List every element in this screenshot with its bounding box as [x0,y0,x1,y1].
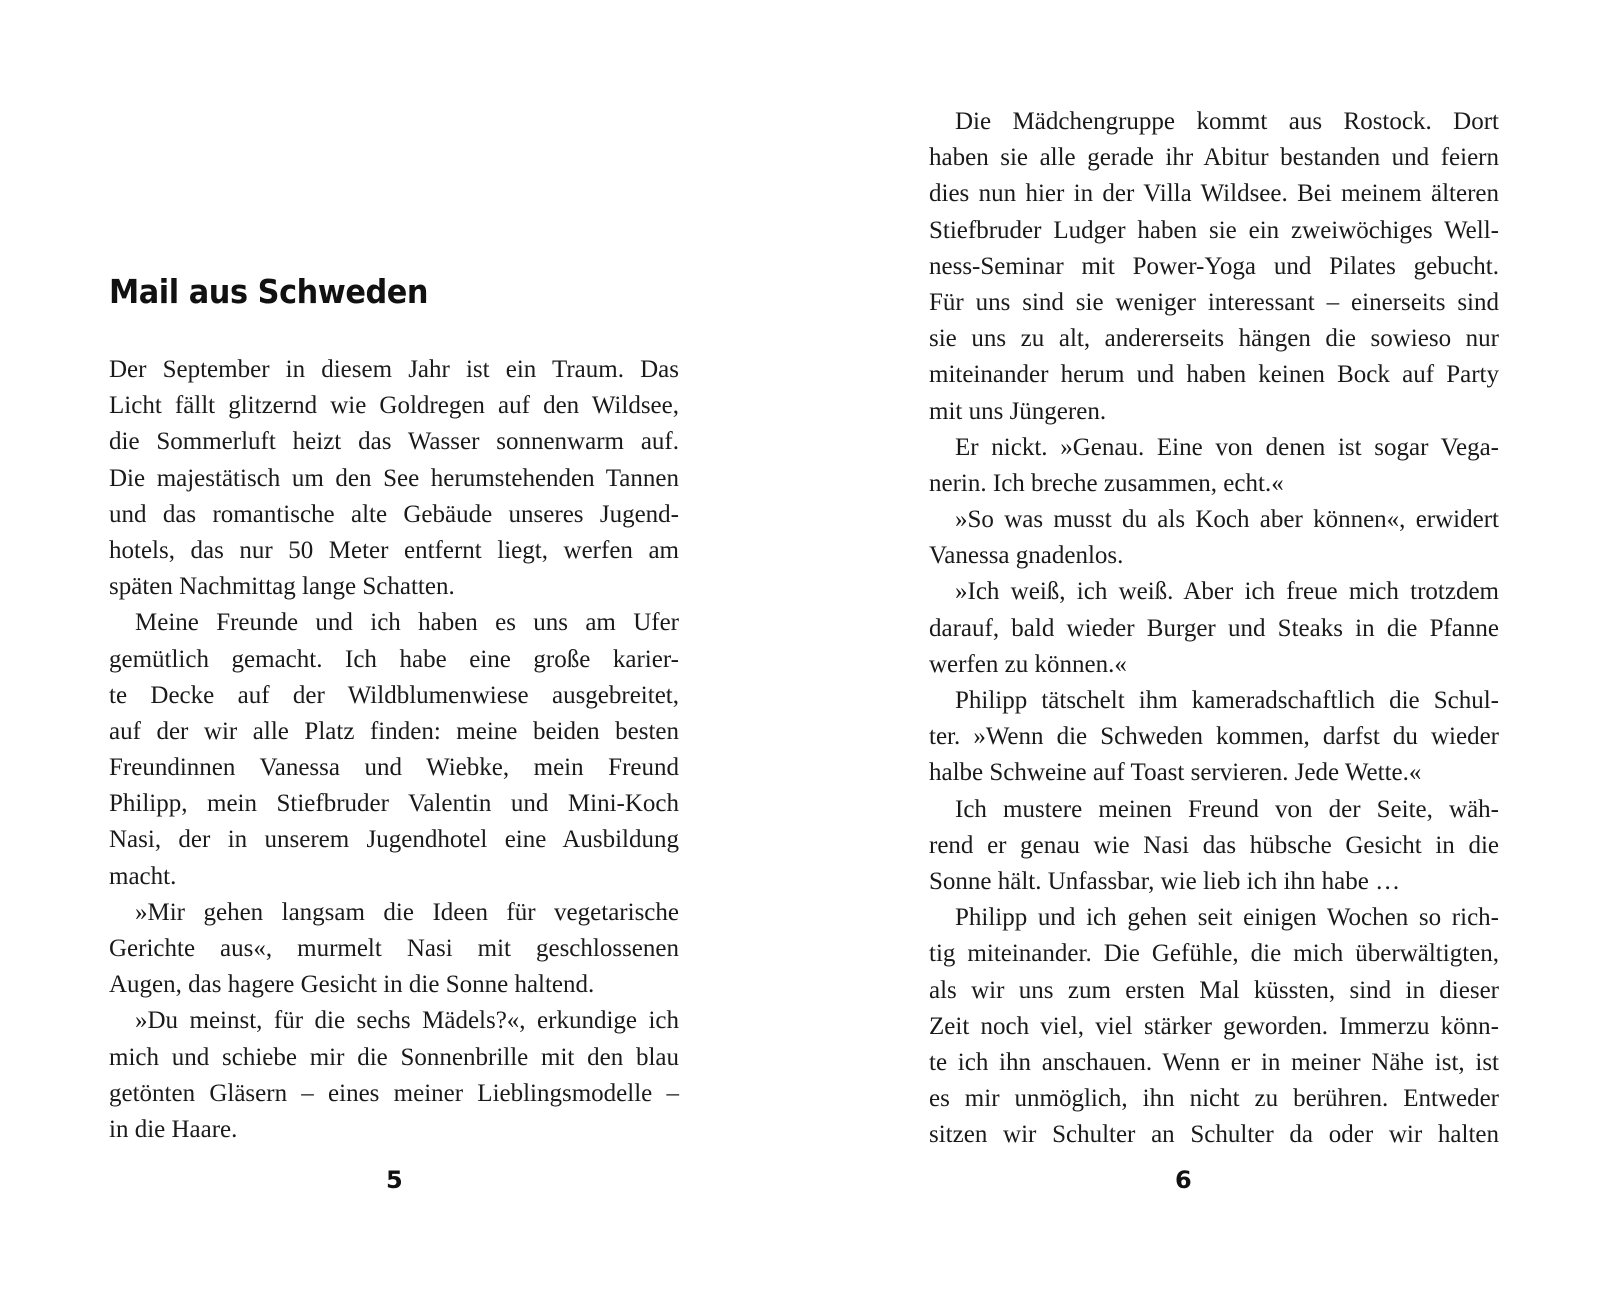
text-line: sitzen wir Schulter an Schulter da oder wir halten [929,1121,1499,1149]
text-line: es mir unmöglich, ihn nicht zu berühren. Entweder [929,1085,1499,1113]
text-line: »So was musst du als Koch aber können«, erwidert [955,506,1499,534]
text-line: rend er genau wie Nasi das hübsche Gesicht in die [929,831,1499,859]
text-line: nerin. Ich breche zusammen, echt.« [929,469,1284,497]
text-line: Freundinnen Vanessa und Wiebke, mein Freund [109,754,679,782]
right-page-text [929,104,1499,1153]
text-line: in die Haare. [109,1115,238,1143]
text-line: Licht fällt glitzernd wie Goldregen auf den Wildsee, [109,392,679,420]
text-line: späten Nachmittag lange Schatten. [109,573,455,601]
text-line: und das romantische alte Gebäude unseres Jugend- [109,500,679,528]
text-line: Augen, das hagere Gesicht in die Sonne haltend. [109,971,595,999]
text-line: macht. [109,862,177,890]
chapter-title: Mail aus Schweden [109,272,429,311]
text-line: halbe Schweine auf Toast servieren. Jede Wette.« [929,759,1422,787]
text-line: die Sommerluft heizt das Wasser sonnenwarm auf. [109,428,679,456]
text-line: haben sie alle gerade ihr Abitur bestanden und feiern [929,144,1499,172]
text-line: dies nun hier in der Villa Wildsee. Bei meinem älteren [929,180,1499,208]
text-line: mit uns Jüngeren. [929,397,1107,425]
text-line: »Du meinst, für die sechs Mädels?«, erkundige ich [135,1007,679,1035]
text-line: sie uns zu alt, andererseits hängen die sowieso nur [929,325,1499,353]
text-line: werfen zu können.« [929,650,1127,678]
text-line: te Decke auf der Wildblumenwiese ausgebreitet, [109,681,679,709]
text-line: hotels, das nur 50 Meter entfernt liegt, werfen am [109,536,679,564]
text-line: Stiefbruder Ludger haben sie ein zweiwöchiges Well- [929,216,1499,244]
text-line: Philipp, mein Stiefbruder Valentin und Mini-Koch [109,790,679,818]
text-line: Er nickt. »Genau. Eine von denen ist sogar Vega- [955,433,1499,461]
text-line: miteinander herum und haben keinen Bock auf Party [929,361,1499,389]
text-line: te ich ihn anschauen. Wenn er in meiner Nähe ist, ist [929,1048,1499,1076]
text-line: Die Mädchengruppe kommt aus Rostock. Dort [955,108,1499,135]
text-line: »Mir gehen langsam die Ideen für vegetarische [135,898,679,926]
page-number-left: 5 [386,1166,403,1194]
text-line: getönten Gläsern – eines meiner Lieblingsmodelle – [109,1079,679,1107]
text-line: Sonne hält. Unfassbar, wie lieb ich ihn habe … [929,867,1401,895]
text-line: als wir uns zum ersten Mal küssten, sind in dieser [929,976,1499,1004]
text-line: gemütlich gemacht. Ich habe eine große karier- [109,645,679,673]
text-line: Philipp und ich gehen seit einigen Wochen so rich- [955,904,1499,932]
text-line: Für uns sind sie weniger interessant – einerseits sind [929,288,1499,316]
text-line: Der September in diesem Jahr ist ein Traum. Das [109,356,679,383]
text-line: »Ich weiß, ich weiß. Aber ich freue mich trotzdem [955,578,1499,606]
text-line: Meine Freunde und ich haben es uns am Ufer [135,609,679,637]
text-line: mich und schiebe mir die Sonnenbrille mit den blau [109,1043,679,1071]
text-line: darauf, bald wieder Burger und Steaks in die Pfanne [929,614,1499,642]
text-line: ness-Seminar mit Power-Yoga und Pilates gebucht. [929,252,1499,280]
page-number-right: 6 [1175,1166,1192,1194]
text-line: Die majestätisch um den See herumstehenden Tannen [109,464,679,492]
text-line: Philipp tätschelt ihm kameradschaftlich die Schul- [955,687,1499,714]
text-line: Gerichte aus«, murmelt Nasi mit geschlossenen [109,935,679,962]
text-line: auf der wir alle Platz finden: meine beiden besten [109,717,679,745]
text-line: Vanessa gnadenlos. [929,542,1124,570]
text-line: Ich mustere meinen Freund von der Seite, wäh- [955,795,1499,823]
text-line: Nasi, der in unserem Jugendhotel eine Ausbildung [109,826,679,854]
text-line: Zeit noch viel, viel stärker geworden. Immerzu könn- [929,1012,1499,1040]
text-line: tig miteinander. Die Gefühle, die mich überwältigten, [929,940,1499,968]
right-page [800,0,1600,1313]
left-page-text [109,352,679,1148]
text-line: ter. »Wenn die Schweden kommen, darfst du wieder [929,723,1499,751]
